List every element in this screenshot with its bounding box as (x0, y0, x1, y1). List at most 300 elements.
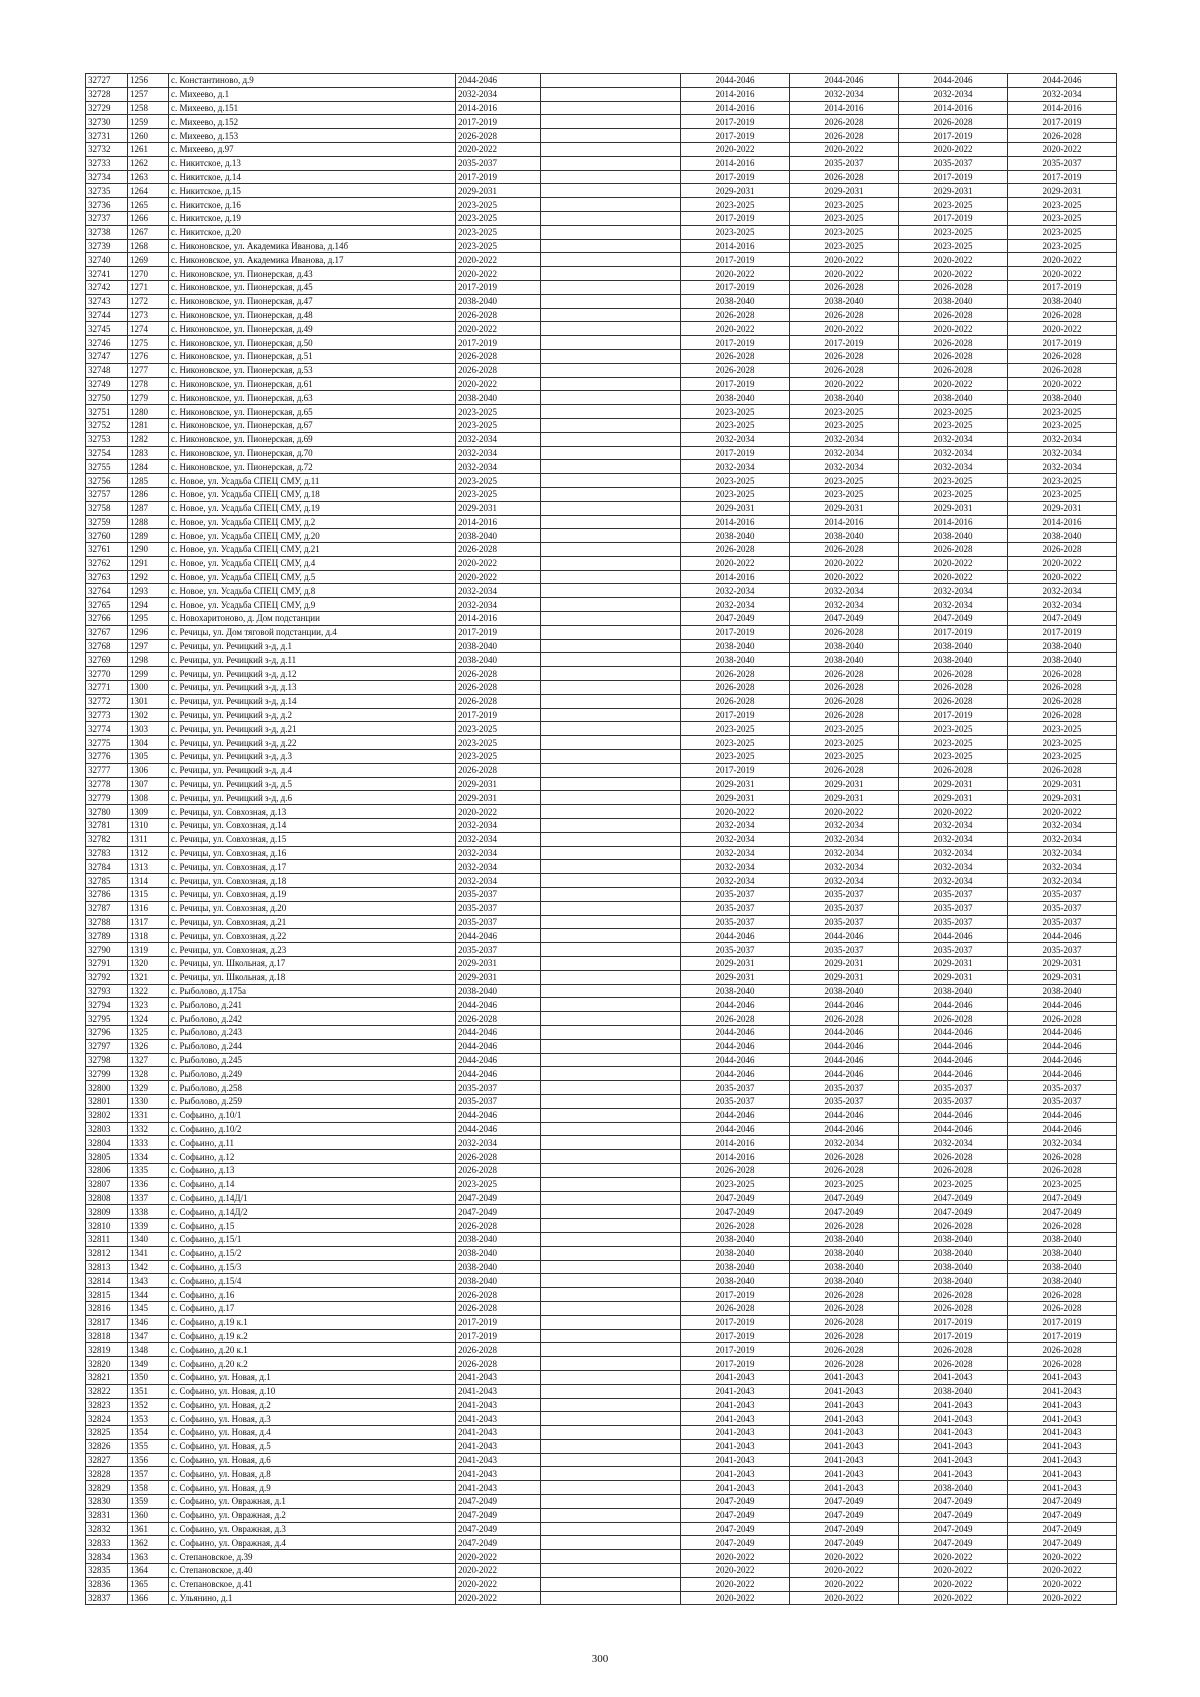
table-row (86, 432, 1117, 446)
table-row (86, 1329, 1117, 1343)
cell-blank (541, 570, 681, 584)
cell-blank (541, 253, 681, 267)
cell-period-4: 2041-2043 (899, 1370, 1008, 1384)
cell-record-id: 32766 (86, 612, 128, 626)
cell-period-4: 2023-2025 (899, 239, 1008, 253)
cell-address: с. Михеево, д.151 (169, 101, 456, 115)
cell-period-3: 2038-2040 (790, 1260, 899, 1274)
cell-period-1: 2017-2019 (456, 336, 541, 350)
cell-period-3: 2026-2028 (790, 280, 899, 294)
cell-address: с. Новое, ул. Усадьба СПЕЦ СМУ, д.5 (169, 570, 456, 584)
cell-period-1: 2035-2037 (456, 888, 541, 902)
cell-record-id: 32815 (86, 1288, 128, 1302)
cell-blank (541, 667, 681, 681)
cell-period-5: 2038-2040 (1008, 653, 1117, 667)
cell-row-number: 1285 (128, 474, 169, 488)
cell-period-4: 2041-2043 (899, 1467, 1008, 1481)
cell-address: с. Степановское, д.39 (169, 1550, 456, 1564)
cell-row-number: 1286 (128, 487, 169, 501)
table-row (86, 1136, 1117, 1150)
table-row (86, 446, 1117, 460)
cell-blank (541, 1522, 681, 1536)
cell-period-2: 2029-2031 (681, 970, 790, 984)
table-row (86, 1550, 1117, 1564)
cell-address: с. Софьино, д.19 к.1 (169, 1315, 456, 1329)
cell-row-number: 1317 (128, 915, 169, 929)
cell-row-number: 1327 (128, 1053, 169, 1067)
cell-period-4: 2032-2034 (899, 460, 1008, 474)
cell-period-3: 2020-2022 (790, 805, 899, 819)
cell-period-4: 2020-2022 (899, 1564, 1008, 1578)
cell-record-id: 32752 (86, 418, 128, 432)
cell-period-4: 2044-2046 (899, 1122, 1008, 1136)
cell-record-id: 32837 (86, 1591, 128, 1605)
cell-period-3: 2047-2049 (790, 612, 899, 626)
cell-period-1: 2026-2028 (456, 667, 541, 681)
cell-blank (541, 363, 681, 377)
cell-row-number: 1262 (128, 156, 169, 170)
cell-row-number: 1289 (128, 529, 169, 543)
cell-period-1: 2026-2028 (456, 1301, 541, 1315)
cell-period-2: 2014-2016 (681, 87, 790, 101)
cell-row-number: 1281 (128, 418, 169, 432)
cell-address: с. Никоновское, ул. Пионерская, д.43 (169, 267, 456, 281)
cell-address: с. Софьино, д.13 (169, 1163, 456, 1177)
cell-period-1: 2038-2040 (456, 294, 541, 308)
cell-record-id: 32781 (86, 819, 128, 833)
cell-blank (541, 501, 681, 515)
table-row (86, 1370, 1117, 1384)
cell-period-1: 2032-2034 (456, 860, 541, 874)
cell-period-1: 2044-2046 (456, 1025, 541, 1039)
cell-period-2: 2017-2019 (681, 763, 790, 777)
cell-period-2: 2047-2049 (681, 612, 790, 626)
cell-record-id: 32743 (86, 294, 128, 308)
cell-period-5: 2023-2025 (1008, 198, 1117, 212)
cell-blank (541, 970, 681, 984)
cell-period-1: 2026-2028 (456, 1163, 541, 1177)
table-row (86, 1398, 1117, 1412)
cell-period-3: 2026-2028 (790, 129, 899, 143)
cell-record-id: 32742 (86, 280, 128, 294)
cell-address: с. Никитское, д.20 (169, 225, 456, 239)
cell-period-1: 2026-2028 (456, 1012, 541, 1026)
cell-row-number: 1353 (128, 1412, 169, 1426)
table-row (86, 1591, 1117, 1605)
cell-period-3: 2023-2025 (790, 736, 899, 750)
table-row (86, 888, 1117, 902)
cell-period-1: 2026-2028 (456, 763, 541, 777)
cell-period-3: 2020-2022 (790, 1577, 899, 1591)
cell-period-5: 2020-2022 (1008, 805, 1117, 819)
cell-period-1: 2020-2022 (456, 570, 541, 584)
cell-period-5: 2029-2031 (1008, 970, 1117, 984)
cell-period-2: 2035-2037 (681, 1081, 790, 1095)
cell-row-number: 1328 (128, 1067, 169, 1081)
cell-record-id: 32795 (86, 1012, 128, 1026)
cell-period-2: 2023-2025 (681, 736, 790, 750)
cell-period-5: 2026-2028 (1008, 308, 1117, 322)
table-row (86, 653, 1117, 667)
cell-record-id: 32776 (86, 750, 128, 764)
cell-period-2: 2017-2019 (681, 1329, 790, 1343)
table-row (86, 1426, 1117, 1440)
cell-period-3: 2047-2049 (790, 1205, 899, 1219)
cell-address: с. Софьино, д.14Д/1 (169, 1191, 456, 1205)
table-row (86, 846, 1117, 860)
table-row (86, 860, 1117, 874)
cell-period-1: 2020-2022 (456, 253, 541, 267)
cell-period-1: 2032-2034 (456, 432, 541, 446)
cell-period-1: 2023-2025 (456, 198, 541, 212)
cell-period-1: 2041-2043 (456, 1467, 541, 1481)
cell-period-2: 2014-2016 (681, 101, 790, 115)
cell-period-3: 2029-2031 (790, 970, 899, 984)
cell-blank (541, 763, 681, 777)
cell-row-number: 1342 (128, 1260, 169, 1274)
cell-period-1: 2047-2049 (456, 1495, 541, 1509)
table-row (86, 929, 1117, 943)
cell-blank (541, 294, 681, 308)
cell-row-number: 1330 (128, 1094, 169, 1108)
table-body (86, 74, 1117, 1605)
cell-period-2: 2017-2019 (681, 377, 790, 391)
cell-row-number: 1265 (128, 198, 169, 212)
cell-blank (541, 1301, 681, 1315)
cell-period-2: 2026-2028 (681, 1163, 790, 1177)
cell-period-4: 2035-2037 (899, 943, 1008, 957)
cell-row-number: 1318 (128, 929, 169, 943)
cell-period-4: 2017-2019 (899, 1329, 1008, 1343)
cell-blank (541, 819, 681, 833)
cell-period-5: 2026-2028 (1008, 681, 1117, 695)
cell-period-3: 2017-2019 (790, 336, 899, 350)
cell-period-2: 2047-2049 (681, 1205, 790, 1219)
cell-address: с. Софьино, ул. Новая, д.10 (169, 1384, 456, 1398)
cell-period-4: 2023-2025 (899, 487, 1008, 501)
cell-period-5: 2023-2025 (1008, 239, 1117, 253)
cell-row-number: 1280 (128, 405, 169, 419)
cell-address: с. Софьино, ул. Новая, д.9 (169, 1481, 456, 1495)
cell-address: с. Никитское, д.15 (169, 184, 456, 198)
cell-address: с. Софьино, ул. Овражная, д.3 (169, 1522, 456, 1536)
cell-blank (541, 1081, 681, 1095)
cell-address: с. Речицы, ул. Речицкий з-д, д.22 (169, 736, 456, 750)
cell-period-1: 2017-2019 (456, 280, 541, 294)
cell-address: с. Софьино, ул. Овражная, д.2 (169, 1508, 456, 1522)
cell-period-2: 2044-2046 (681, 998, 790, 1012)
cell-period-2: 2044-2046 (681, 74, 790, 88)
cell-period-3: 2041-2043 (790, 1453, 899, 1467)
cell-period-2: 2035-2037 (681, 915, 790, 929)
cell-period-2: 2035-2037 (681, 901, 790, 915)
cell-period-3: 2026-2028 (790, 763, 899, 777)
cell-period-3: 2023-2025 (790, 722, 899, 736)
cell-record-id: 32780 (86, 805, 128, 819)
cell-period-1: 2020-2022 (456, 1550, 541, 1564)
table-row (86, 363, 1117, 377)
cell-period-5: 2023-2025 (1008, 1177, 1117, 1191)
cell-period-2: 2026-2028 (681, 1219, 790, 1233)
cell-period-2: 2017-2019 (681, 170, 790, 184)
cell-period-1: 2032-2034 (456, 87, 541, 101)
cell-period-3: 2035-2037 (790, 156, 899, 170)
cell-period-5: 2026-2028 (1008, 1163, 1117, 1177)
cell-period-4: 2020-2022 (899, 556, 1008, 570)
cell-period-3: 2041-2043 (790, 1481, 899, 1495)
cell-period-3: 2026-2028 (790, 1219, 899, 1233)
cell-address: с. Софьино, д.12 (169, 1150, 456, 1164)
cell-record-id: 32797 (86, 1039, 128, 1053)
cell-record-id: 32784 (86, 860, 128, 874)
cell-period-2: 2032-2034 (681, 860, 790, 874)
cell-period-5: 2026-2028 (1008, 1150, 1117, 1164)
cell-blank (541, 1260, 681, 1274)
cell-row-number: 1308 (128, 791, 169, 805)
cell-row-number: 1293 (128, 584, 169, 598)
cell-row-number: 1301 (128, 694, 169, 708)
cell-record-id: 32820 (86, 1357, 128, 1371)
cell-record-id: 32774 (86, 722, 128, 736)
cell-blank (541, 474, 681, 488)
cell-record-id: 32800 (86, 1081, 128, 1095)
table-row (86, 101, 1117, 115)
cell-address: с. Рыболово, д.242 (169, 1012, 456, 1026)
cell-record-id: 32733 (86, 156, 128, 170)
cell-period-5: 2029-2031 (1008, 501, 1117, 515)
cell-period-3: 2044-2046 (790, 74, 899, 88)
cell-period-4: 2026-2028 (899, 667, 1008, 681)
cell-period-4: 2044-2046 (899, 1039, 1008, 1053)
cell-address: с. Никоновское, ул. Академика Иванова, д.14б (169, 239, 456, 253)
cell-blank (541, 1315, 681, 1329)
cell-blank (541, 1191, 681, 1205)
cell-period-4: 2020-2022 (899, 253, 1008, 267)
cell-row-number: 1362 (128, 1536, 169, 1550)
cell-blank (541, 888, 681, 902)
cell-period-4: 2029-2031 (899, 970, 1008, 984)
cell-address: с. Новое, ул. Усадьба СПЕЦ СМУ, д.9 (169, 598, 456, 612)
cell-address: с. Софьино, ул. Новая, д.6 (169, 1453, 456, 1467)
cell-period-2: 2029-2031 (681, 501, 790, 515)
cell-period-4: 2032-2034 (899, 874, 1008, 888)
table-row (86, 1508, 1117, 1522)
cell-period-3: 2026-2028 (790, 543, 899, 557)
table-row (86, 1081, 1117, 1095)
cell-period-5: 2032-2034 (1008, 446, 1117, 460)
cell-period-1: 2038-2040 (456, 1274, 541, 1288)
cell-address: с. Никоновское, ул. Пионерская, д.49 (169, 322, 456, 336)
cell-period-5: 2020-2022 (1008, 1591, 1117, 1605)
cell-blank (541, 211, 681, 225)
cell-record-id: 32806 (86, 1163, 128, 1177)
cell-period-4: 2041-2043 (899, 1398, 1008, 1412)
cell-period-2: 2044-2046 (681, 929, 790, 943)
cell-record-id: 32770 (86, 667, 128, 681)
cell-period-5: 2032-2034 (1008, 832, 1117, 846)
cell-row-number: 1355 (128, 1439, 169, 1453)
cell-period-5: 2017-2019 (1008, 336, 1117, 350)
cell-period-2: 2041-2043 (681, 1384, 790, 1398)
cell-period-1: 2023-2025 (456, 1177, 541, 1191)
cell-period-5: 2020-2022 (1008, 377, 1117, 391)
cell-period-5: 2041-2043 (1008, 1453, 1117, 1467)
cell-row-number: 1323 (128, 998, 169, 1012)
cell-address: с. Новое, ул. Усадьба СПЕЦ СМУ, д.2 (169, 515, 456, 529)
cell-period-4: 2020-2022 (899, 322, 1008, 336)
cell-blank (541, 74, 681, 88)
cell-period-1: 2020-2022 (456, 142, 541, 156)
cell-period-5: 2020-2022 (1008, 1550, 1117, 1564)
cell-address: с. Софьино, д.10/2 (169, 1122, 456, 1136)
cell-period-2: 2047-2049 (681, 1536, 790, 1550)
cell-period-1: 2035-2037 (456, 915, 541, 929)
cell-record-id: 32787 (86, 901, 128, 915)
cell-period-5: 2044-2046 (1008, 1108, 1117, 1122)
cell-record-id: 32832 (86, 1522, 128, 1536)
cell-address: с. Степановское, д.40 (169, 1564, 456, 1578)
cell-row-number: 1278 (128, 377, 169, 391)
table-row (86, 156, 1117, 170)
cell-period-3: 2020-2022 (790, 322, 899, 336)
cell-row-number: 1364 (128, 1564, 169, 1578)
cell-period-3: 2020-2022 (790, 142, 899, 156)
cell-blank (541, 280, 681, 294)
table-row (86, 1163, 1117, 1177)
cell-address: с. Софьино, ул. Новая, д.3 (169, 1412, 456, 1426)
cell-blank (541, 349, 681, 363)
cell-record-id: 32736 (86, 198, 128, 212)
table-row (86, 874, 1117, 888)
cell-row-number: 1333 (128, 1136, 169, 1150)
cell-row-number: 1257 (128, 87, 169, 101)
cell-record-id: 32803 (86, 1122, 128, 1136)
cell-period-1: 2029-2031 (456, 184, 541, 198)
cell-blank (541, 239, 681, 253)
cell-period-3: 2020-2022 (790, 1550, 899, 1564)
cell-blank (541, 998, 681, 1012)
cell-period-1: 2014-2016 (456, 101, 541, 115)
cell-period-1: 2023-2025 (456, 487, 541, 501)
cell-period-4: 2032-2034 (899, 87, 1008, 101)
cell-row-number: 1300 (128, 681, 169, 695)
cell-period-2: 2017-2019 (681, 129, 790, 143)
cell-period-2: 2041-2043 (681, 1426, 790, 1440)
cell-period-4: 2032-2034 (899, 832, 1008, 846)
cell-period-4: 2026-2028 (899, 1219, 1008, 1233)
data-table (85, 73, 1117, 1605)
cell-blank (541, 129, 681, 143)
cell-address: с. Ульянино, д.1 (169, 1591, 456, 1605)
cell-record-id: 32731 (86, 129, 128, 143)
cell-row-number: 1349 (128, 1357, 169, 1371)
cell-blank (541, 115, 681, 129)
cell-period-5: 2038-2040 (1008, 639, 1117, 653)
cell-period-4: 2038-2040 (899, 1384, 1008, 1398)
cell-period-5: 2032-2034 (1008, 874, 1117, 888)
cell-period-3: 2032-2034 (790, 598, 899, 612)
cell-period-3: 2029-2031 (790, 957, 899, 971)
cell-period-2: 2026-2028 (681, 349, 790, 363)
table-row (86, 943, 1117, 957)
cell-period-2: 2032-2034 (681, 432, 790, 446)
cell-period-4: 2032-2034 (899, 446, 1008, 460)
cell-period-5: 2023-2025 (1008, 211, 1117, 225)
cell-address: с. Михеево, д.153 (169, 129, 456, 143)
cell-period-5: 2026-2028 (1008, 363, 1117, 377)
cell-period-3: 2032-2034 (790, 819, 899, 833)
cell-address: с. Софьино, ул. Овражная, д.4 (169, 1536, 456, 1550)
cell-period-1: 2044-2046 (456, 1039, 541, 1053)
cell-row-number: 1319 (128, 943, 169, 957)
cell-blank (541, 1177, 681, 1191)
table-row (86, 211, 1117, 225)
cell-period-1: 2038-2040 (456, 391, 541, 405)
cell-address: с. Михеево, д.1 (169, 87, 456, 101)
cell-period-5: 2017-2019 (1008, 280, 1117, 294)
cell-blank (541, 1205, 681, 1219)
cell-blank (541, 405, 681, 419)
cell-record-id: 32824 (86, 1412, 128, 1426)
cell-row-number: 1320 (128, 957, 169, 971)
cell-row-number: 1312 (128, 846, 169, 860)
cell-address: с. Софьино, д.11 (169, 1136, 456, 1150)
cell-period-4: 2038-2040 (899, 1260, 1008, 1274)
cell-row-number: 1273 (128, 308, 169, 322)
cell-row-number: 1264 (128, 184, 169, 198)
table-row (86, 1025, 1117, 1039)
cell-blank (541, 860, 681, 874)
cell-period-4: 2023-2025 (899, 1177, 1008, 1191)
cell-blank (541, 1564, 681, 1578)
cell-period-1: 2017-2019 (456, 625, 541, 639)
cell-address: с. Софьино, д.10/1 (169, 1108, 456, 1122)
cell-record-id: 32783 (86, 846, 128, 860)
cell-period-1: 2017-2019 (456, 170, 541, 184)
cell-period-4: 2041-2043 (899, 1439, 1008, 1453)
cell-period-4: 2047-2049 (899, 1508, 1008, 1522)
cell-record-id: 32763 (86, 570, 128, 584)
cell-record-id: 32744 (86, 308, 128, 322)
cell-period-3: 2026-2028 (790, 1329, 899, 1343)
cell-period-5: 2029-2031 (1008, 791, 1117, 805)
cell-period-3: 2023-2025 (790, 474, 899, 488)
cell-period-5: 2020-2022 (1008, 253, 1117, 267)
cell-blank (541, 736, 681, 750)
cell-blank (541, 142, 681, 156)
cell-period-1: 2017-2019 (456, 708, 541, 722)
cell-period-3: 2026-2028 (790, 363, 899, 377)
cell-record-id: 32812 (86, 1246, 128, 1260)
cell-period-2: 2038-2040 (681, 984, 790, 998)
cell-blank (541, 1094, 681, 1108)
cell-address: с. Речицы, ул. Совхозная, д.13 (169, 805, 456, 819)
cell-period-2: 2026-2028 (681, 543, 790, 557)
cell-row-number: 1284 (128, 460, 169, 474)
cell-record-id: 32749 (86, 377, 128, 391)
cell-record-id: 32765 (86, 598, 128, 612)
cell-row-number: 1338 (128, 1205, 169, 1219)
cell-address: с. Новое, ул. Усадьба СПЕЦ СМУ, д.20 (169, 529, 456, 543)
cell-period-2: 2026-2028 (681, 681, 790, 695)
cell-address: с. Никитское, д.16 (169, 198, 456, 212)
cell-address: с. Никоновское, ул. Пионерская, д.70 (169, 446, 456, 460)
table-row (86, 460, 1117, 474)
cell-period-3: 2038-2040 (790, 529, 899, 543)
cell-period-1: 2041-2043 (456, 1426, 541, 1440)
cell-address: с. Речицы, ул. Речицкий з-д, д.5 (169, 777, 456, 791)
cell-period-1: 2038-2040 (456, 1260, 541, 1274)
